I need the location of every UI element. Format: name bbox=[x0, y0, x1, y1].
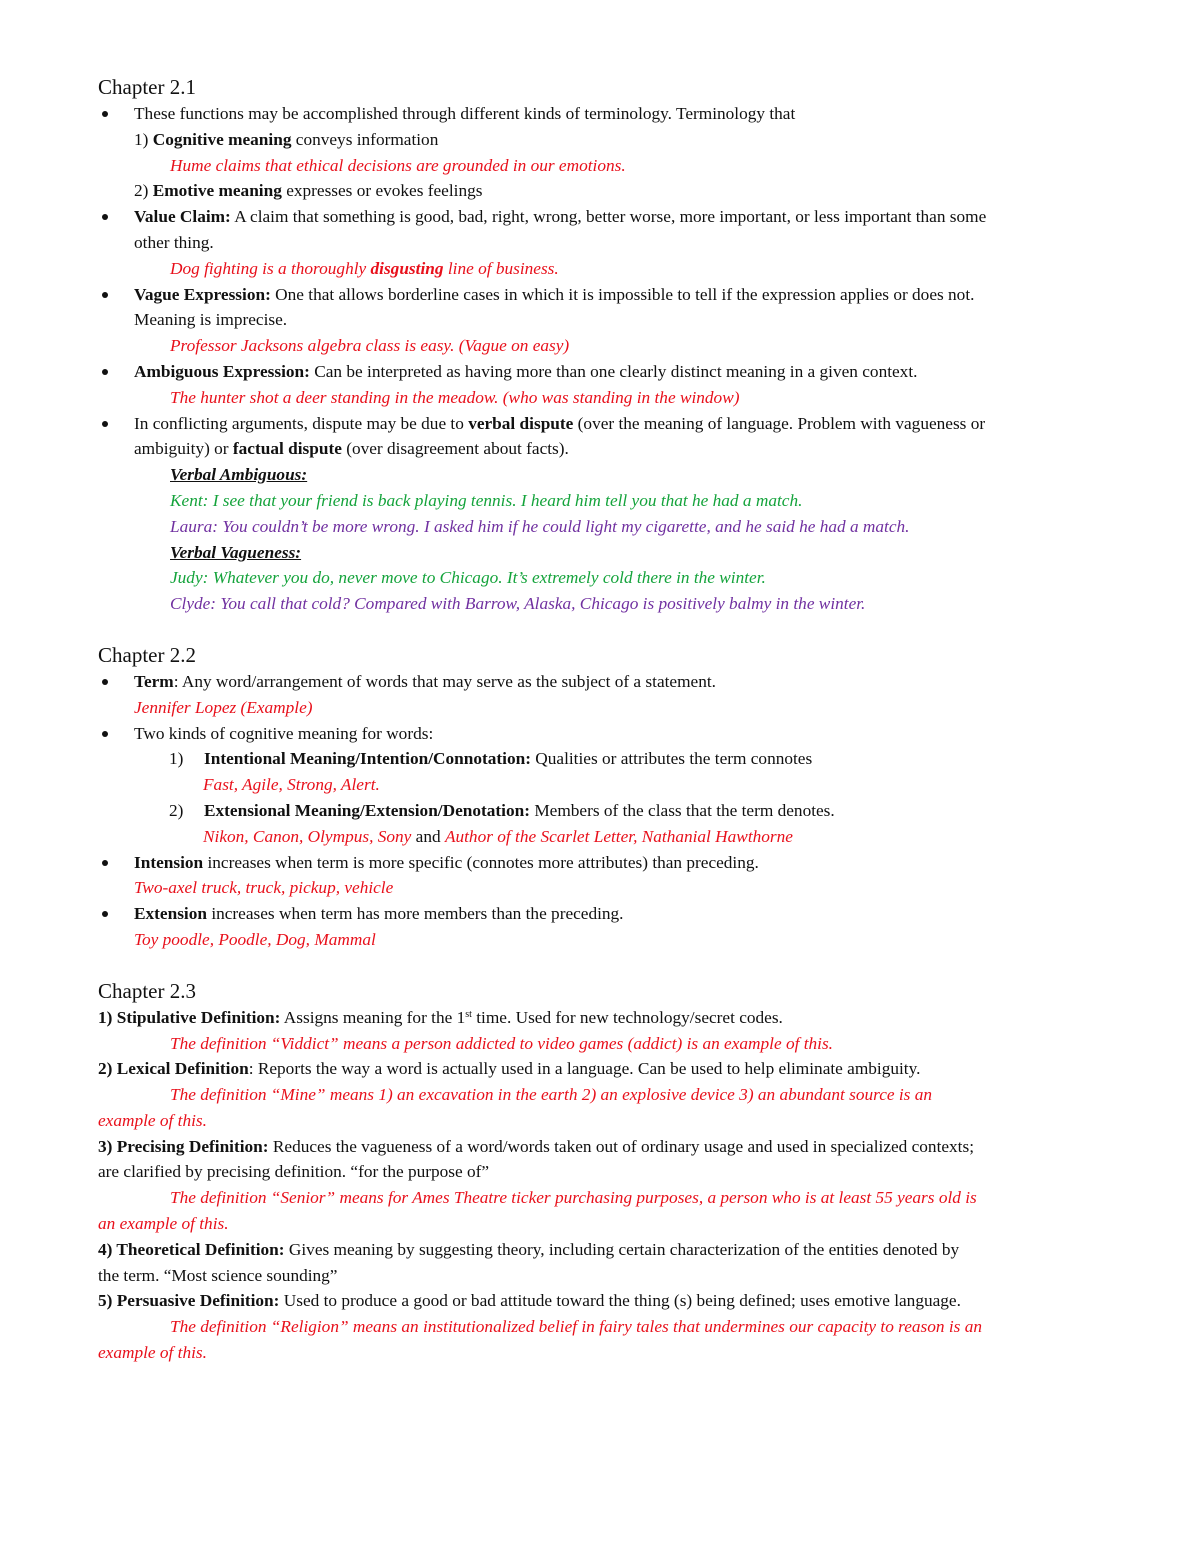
chapter-2-3 bbox=[98, 977, 1118, 1366]
lexical-definition-line: 2) Lexical Definition: Reports the way a word is actually used in a language. Can be used to help eliminate ambiguity. bbox=[98, 1059, 921, 1079]
bullet-value-claim: Value Claim: A claim that something is good, bad, right, wrong, better worse, more important, or less important than some bbox=[98, 204, 1118, 230]
chapter-heading: Chapter 2.1 bbox=[98, 75, 196, 99]
verbal-dispute-term: verbal dispute bbox=[468, 413, 574, 433]
lexical-definition-example: The definition “Mine” means 1) an excavation in the earth 2) an explosive device 3) an abundant source is an bbox=[170, 1085, 932, 1105]
dialogue-kent: Kent: I see that your friend is back playing tennis. I heard him tell you that he had a match. bbox=[170, 490, 803, 510]
conflicting-arguments-continuation: ambiguity) or factual dispute (over disagreement about facts). bbox=[134, 439, 569, 459]
vague-expression-term: Vague Expression: bbox=[134, 284, 271, 304]
vague-expression-example: Professor Jacksons algebra class is easy. (Vague on easy) bbox=[170, 336, 570, 356]
precising-definition-example-continuation: an example of this. bbox=[98, 1214, 229, 1234]
lexical-definition-term: 2) Lexical Definition bbox=[98, 1059, 249, 1079]
chapter-2-2 bbox=[98, 641, 1118, 953]
stipulative-definition-line: 1) Stipulative Definition: Assigns meaning for the 1st time. Used for new technology/secret codes. bbox=[98, 1007, 783, 1027]
persuasive-definition-example-continuation: example of this. bbox=[98, 1343, 207, 1363]
ambiguous-expression-term: Ambiguous Expression: bbox=[134, 361, 310, 381]
precising-definition-example: The definition “Senior” means for Ames Theatre ticker purchasing purposes, a person who is at least 55 years old is bbox=[170, 1188, 977, 1208]
ambiguous-expression-example: The hunter shot a deer standing in the meadow. (who was standing in the window) bbox=[170, 387, 740, 407]
bullet-vague-expression: Vague Expression: One that allows borderline cases in which it is impossible to tell if the expression applies or does not. bbox=[98, 282, 1118, 308]
chapter-2-1 bbox=[98, 73, 1118, 617]
precising-definition-line: 3) Precising Definition: Reduces the vagueness of a word/words taken out of ordinary usage and used in specialized contexts; bbox=[98, 1136, 975, 1156]
section-spacer bbox=[98, 953, 1118, 977]
value-claim-example: Dog fighting is a thoroughly disgusting line of business. bbox=[170, 258, 559, 278]
emphasis-disgusting: disgusting bbox=[370, 258, 444, 278]
bullet-conflicting-arguments: In conflicting arguments, dispute may be due to verbal dispute (over the meaning of language. Problem with vagueness or bbox=[98, 411, 1118, 437]
theoretical-definition-term: 4) Theoretical Definition: bbox=[98, 1239, 285, 1259]
value-claim-term: Value Claim: bbox=[134, 207, 231, 227]
persuasive-definition-example: The definition “Religion” means an institutionalized belief in fairy tales that undermines our capacity to reason is an bbox=[170, 1317, 983, 1337]
intension-term: Intension bbox=[134, 852, 204, 872]
extensional-meaning-line: 2) Extensional Meaning/Extension/Denotation: Members of the class that the term denotes. bbox=[169, 800, 835, 820]
lexical-definition-example-continuation: example of this. bbox=[98, 1110, 207, 1130]
vague-expression-continuation: Meaning is imprecise. bbox=[134, 310, 288, 330]
persuasive-definition-line: 5) Persuasive Definition: Used to produce a good or bad attitude toward the thing (s) being defined; uses emotive language. bbox=[98, 1291, 961, 1311]
verbal-ambiguous-heading: Verbal Ambiguous: bbox=[170, 465, 308, 485]
term-example: Jennifer Lopez (Example) bbox=[134, 697, 313, 717]
bullet-term: Term: Any word/arrangement of words that may serve as the subject of a statement. bbox=[98, 669, 1118, 695]
bullet-two-kinds: Two kinds of cognitive meaning for words: bbox=[98, 721, 1118, 747]
dialogue-judy: Judy: Whatever you do, never move to Chicago. It’s extremely cold there in the winter. bbox=[170, 568, 766, 588]
document-content bbox=[98, 73, 1118, 1366]
persuasive-definition-term: 5) Persuasive Definition: bbox=[98, 1291, 280, 1311]
theoretical-definition-continuation: the term. “Most science sounding” bbox=[98, 1265, 338, 1285]
intentional-meaning-term: Intentional Meaning/Intention/Connotation: bbox=[204, 749, 531, 769]
cognitive-meaning-line: 1) Cognitive meaning conveys information bbox=[134, 129, 439, 149]
cognitive-meaning-term: Cognitive meaning bbox=[152, 129, 292, 149]
bullet-terminology: These functions may be accomplished through different kinds of terminology. Terminology that bbox=[98, 101, 1118, 127]
extensional-meaning-example: Nikon, Canon, Olympus, Sony and Author of the Scarlet Letter, Nathanial Hawthorne bbox=[203, 826, 793, 846]
factual-dispute-term: factual dispute bbox=[232, 439, 342, 459]
dialogue-laura: Laura: You couldn’t be more wrong. I asked him if he could light my cigarette, and he said he had a match. bbox=[170, 516, 910, 536]
chapter-heading: Chapter 2.3 bbox=[98, 978, 196, 1003]
emotive-meaning-line: 2) Emotive meaning expresses or evokes feelings bbox=[134, 181, 483, 201]
precising-definition-term: 3) Precising Definition: bbox=[98, 1136, 269, 1156]
chapter-heading: Chapter 2.2 bbox=[98, 642, 196, 667]
cognitive-meaning-example: Hume claims that ethical decisions are grounded in our emotions. bbox=[170, 155, 626, 175]
intension-example: Two-axel truck, truck, pickup, vehicle bbox=[134, 878, 394, 898]
intentional-meaning-line: 1) Intentional Meaning/Intention/Connotation: Qualities or attributes the term connotes bbox=[169, 749, 813, 769]
extension-term: Extension bbox=[134, 904, 207, 924]
section-spacer bbox=[98, 617, 1118, 641]
theoretical-definition-line: 4) Theoretical Definition: Gives meaning by suggesting theory, including certain characterization of the entities denoted by bbox=[98, 1239, 960, 1259]
extension-example: Toy poodle, Poodle, Dog, Mammal bbox=[134, 929, 376, 949]
bullet-extension: Extension increases when term has more members than the preceding. bbox=[98, 901, 1118, 927]
bullet-intension: Intension increases when term is more specific (connotes more attributes) than preceding. bbox=[98, 850, 1118, 876]
value-claim-continuation: other thing. bbox=[134, 232, 214, 252]
dialogue-clyde: Clyde: You call that cold? Compared with Barrow, Alaska, Chicago is positively balmy in the winter. bbox=[170, 594, 866, 614]
stipulative-definition-term: 1) Stipulative Definition: bbox=[98, 1007, 281, 1027]
verbal-vagueness-heading: Verbal Vagueness: bbox=[170, 542, 302, 562]
stipulative-definition-example: The definition “Viddict” means a person addicted to video games (addict) is an example of this. bbox=[170, 1033, 833, 1053]
emotive-meaning-term: Emotive meaning bbox=[152, 181, 282, 201]
intentional-meaning-example: Fast, Agile, Strong, Alert. bbox=[203, 775, 380, 795]
bullet-ambiguous-expression: Ambiguous Expression: Can be interpreted as having more than one clearly distinct meaning in a given context. bbox=[98, 359, 1118, 385]
precising-definition-continuation: are clarified by precising definition. “for the purpose of” bbox=[98, 1162, 490, 1182]
extensional-meaning-term: Extensional Meaning/Extension/Denotation: bbox=[204, 800, 530, 820]
term-term: Term bbox=[134, 671, 174, 691]
